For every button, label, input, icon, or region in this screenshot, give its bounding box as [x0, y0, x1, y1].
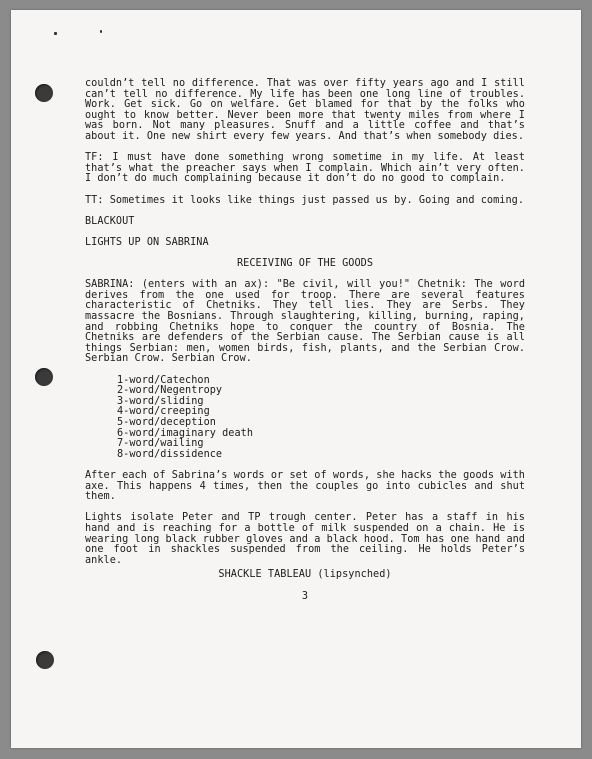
list-item: 6-word/imaginary death	[117, 427, 254, 439]
stage-direction-hacks: After each of Sabrina’s words or set of words, she hacks the goods with axe. This happens 4 times, then the couples go into cubicles and shut them.	[85, 469, 525, 503]
binder-hole-bottom	[36, 651, 54, 669]
document-page	[11, 10, 581, 748]
stage-direction-lights: LIGHTS UP ON SABRINA	[85, 236, 209, 248]
scene-heading: RECEIVING OF THE GOODS	[236, 258, 374, 270]
scan-speck	[54, 32, 57, 35]
dialogue-tf: TF: I must have done something wrong sometime in my life. At least that’s what the preacher says when I complain. Which ain’t very often. I don’t do much complaining because it don’t do no good to complain.	[85, 152, 525, 185]
script-body	[85, 79, 525, 602]
list-item: 2-word/Negentropy	[117, 385, 223, 397]
scan-speck	[100, 30, 102, 33]
page-number: 3	[301, 590, 309, 602]
list-item: 1-word/Catechon	[117, 374, 210, 386]
dialogue-paragraph: couldn’t tell no difference. That was over fifty years ago and I still can’t tell no difference. My life has been one long line of troubles. Work. Get sick. Go on welfare. Get blamed for that by the folks who ought to know better. Never been more that twenty miles from where I was born. Not many pleasures. Snuff and a little coffee and that’s about it. One new shirt every few years. And that’s when somebody dies.	[85, 78, 525, 142]
binder-hole-top	[35, 84, 53, 102]
list-item: 3-word/sliding	[117, 395, 204, 407]
dialogue-sabrina: SABRINA: (enters with an ax): "Be civil, will you!" Chetnik: The word derives from the one used for troop. There are several features characteristic of Chetniks. They tell lies. They are Serbs. They massacre the Bosnians. Through slaughtering, killing, burning, raping, and robbing Chetniks hope to conquer the country of Bosnia. The Chetniks are defenders of the Serbian cause. The Serbian cause is all things Serbian: men, women birds, fish, plants, and the Serbian Crow. Serbian Crow. Serbian Crow.	[85, 279, 525, 365]
stage-direction-lights-isolate: Lights isolate Peter and TP trough center. Peter has a staff in his hand and is reaching for a bottle of milk suspended on a chain. He is wearing long black rubber gloves and a black hood. Tom has one hand and one foot in shackles suspended from the ceiling. He holds Peter’s ankle.	[85, 512, 525, 566]
list-item: 7-word/wailing	[117, 438, 204, 450]
stage-direction-blackout: BLACKOUT	[85, 215, 135, 227]
tableau-heading: SHACKLE TABLEAU (lipsynched)	[218, 569, 392, 581]
list-item: 5-word/deception	[117, 417, 216, 428]
dialogue-tt: TT: Sometimes it looks like things just passed us by. Going and coming.	[85, 194, 525, 206]
list-item: 4-word/creeping	[117, 406, 210, 418]
binder-hole-middle	[35, 368, 53, 386]
word-list	[85, 376, 525, 461]
list-item: 8-word/dissidence	[117, 448, 223, 460]
